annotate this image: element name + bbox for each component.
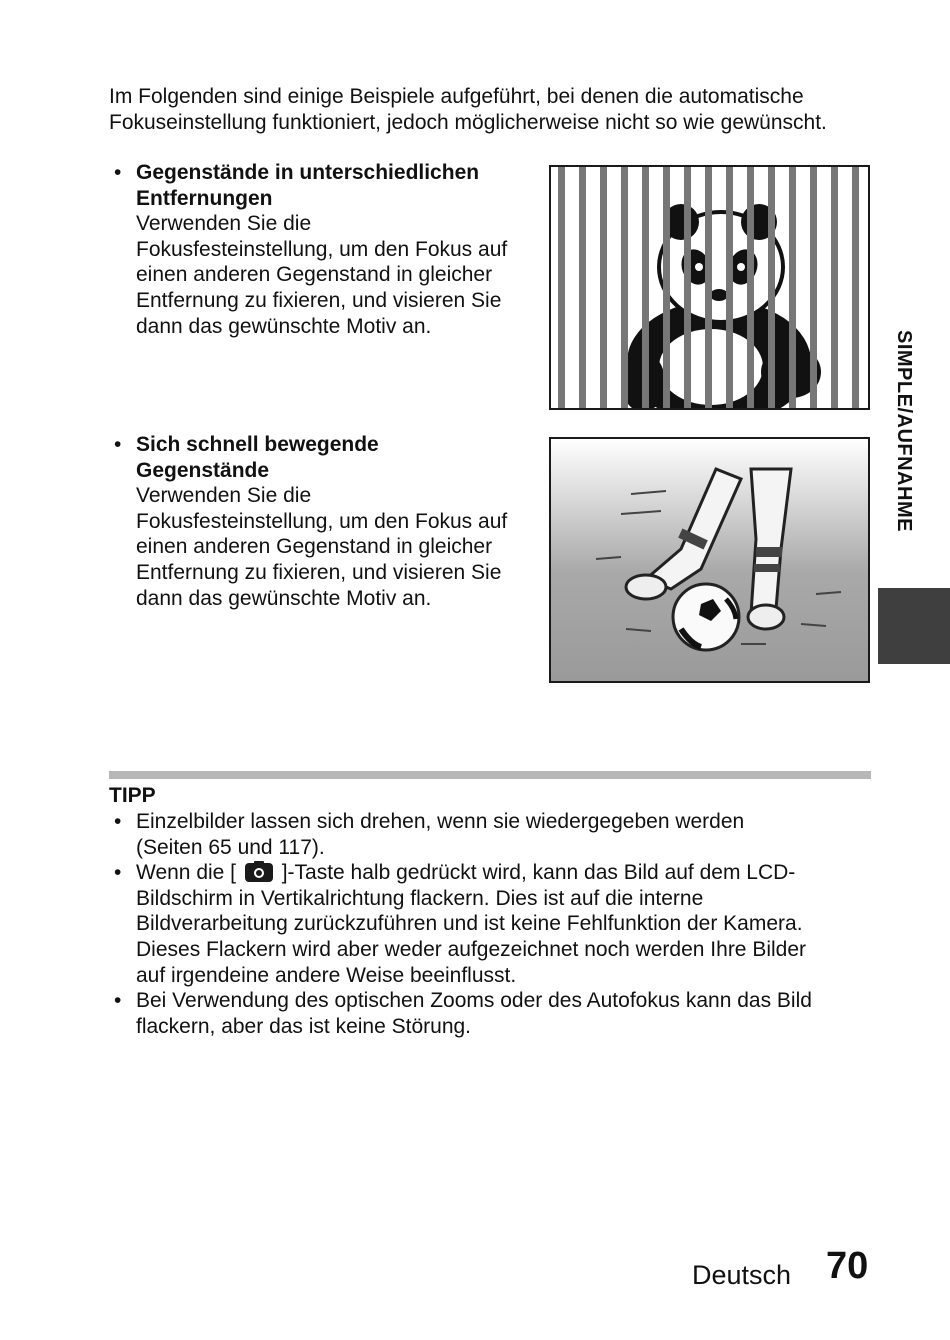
- bullet-text: Fokusfesteinstellung, um den Fokus auf: [136, 509, 508, 533]
- footer-language: Deutsch: [692, 1260, 792, 1290]
- example-bullet-motion: [114, 432, 534, 611]
- tip-text: Bei Verwendung des optischen Zooms oder des Autofokus kann das Bild: [136, 989, 812, 1013]
- bullet-heading: Entfernungen: [136, 186, 273, 210]
- soccer-motion-illustration: [549, 437, 870, 683]
- tip-text: auf irgendeine andere Weise beeinflusst.: [136, 963, 517, 987]
- tip-item: [114, 988, 874, 1039]
- section-tab-marker: [878, 588, 950, 664]
- bullet-heading: Sich schnell bewegende: [136, 433, 379, 456]
- page-number: 70: [826, 1245, 869, 1287]
- tip-text: Wenn die [: [136, 861, 237, 885]
- tip-text: Einzelbilder lassen sich drehen, wenn sie wiedergegeben werden: [136, 810, 745, 833]
- tip-text-with-icon: [136, 860, 874, 886]
- panda-cage-illustration: [549, 165, 870, 410]
- bullet-heading: Gegenstände in unterschiedlichen: [136, 161, 480, 184]
- bullet-text: einen anderen Gegenstand in gleicher: [136, 535, 493, 559]
- bullet-dot: •: [114, 161, 122, 184]
- tip-item: [114, 809, 874, 860]
- intro-paragraph: [109, 84, 879, 135]
- intro-line: Im Folgenden sind einige Beispiele aufgeführt, bei denen die automatische: [109, 85, 804, 108]
- bullet-dot: •: [114, 989, 122, 1013]
- tip-divider-bar: [109, 771, 871, 779]
- bullet-text: Verwenden Sie die: [136, 484, 312, 508]
- example-bullet-distance: [114, 160, 534, 339]
- tip-text: ]-Taste halb gedrückt wird, kann das Bild auf dem LCD-: [281, 861, 796, 885]
- bullet-text: Verwenden Sie die: [136, 212, 312, 236]
- bullet-text: Entfernung zu fixieren, und visieren Sie: [136, 288, 502, 312]
- tip-text: Bildschirm in Vertikalrichtung flackern. Dies ist auf die interne: [136, 886, 704, 910]
- bullet-dot: •: [114, 433, 122, 456]
- tip-item: [114, 860, 874, 988]
- side-label-text: SIMPLE/AUFNAHME: [892, 330, 915, 532]
- bullet-text: Fokusfesteinstellung, um den Fokus auf: [136, 237, 508, 261]
- tip-text: (Seiten 65 und 117).: [136, 835, 325, 859]
- bullet-text: Entfernung zu fixieren, und visieren Sie: [136, 560, 502, 584]
- bullet-dot: •: [114, 810, 122, 833]
- tip-list: [114, 809, 874, 1039]
- bullet-heading: Gegenstände: [136, 458, 270, 482]
- section-side-label: [880, 330, 926, 580]
- tip-heading: TIPP: [109, 784, 156, 807]
- tip-text: Dieses Flackern wird aber weder aufgezeichnet noch werden Ihre Bilder: [136, 937, 807, 961]
- tip-text: flackern, aber das ist keine Störung.: [136, 1014, 472, 1038]
- intro-line: Fokuseinstellung funktioniert, jedoch möglicherweise nicht so wie gewünscht.: [109, 110, 827, 134]
- camera-icon: [244, 861, 274, 883]
- tip-text: Bildverarbeitung zurückzuführen und ist keine Fehlfunktion der Kamera.: [136, 912, 803, 936]
- bullet-text: einen anderen Gegenstand in gleicher: [136, 263, 493, 287]
- bullet-text: dann das gewünschte Motiv an.: [136, 586, 432, 610]
- bullet-dot: •: [114, 861, 122, 885]
- bullet-text: dann das gewünschte Motiv an.: [136, 314, 432, 338]
